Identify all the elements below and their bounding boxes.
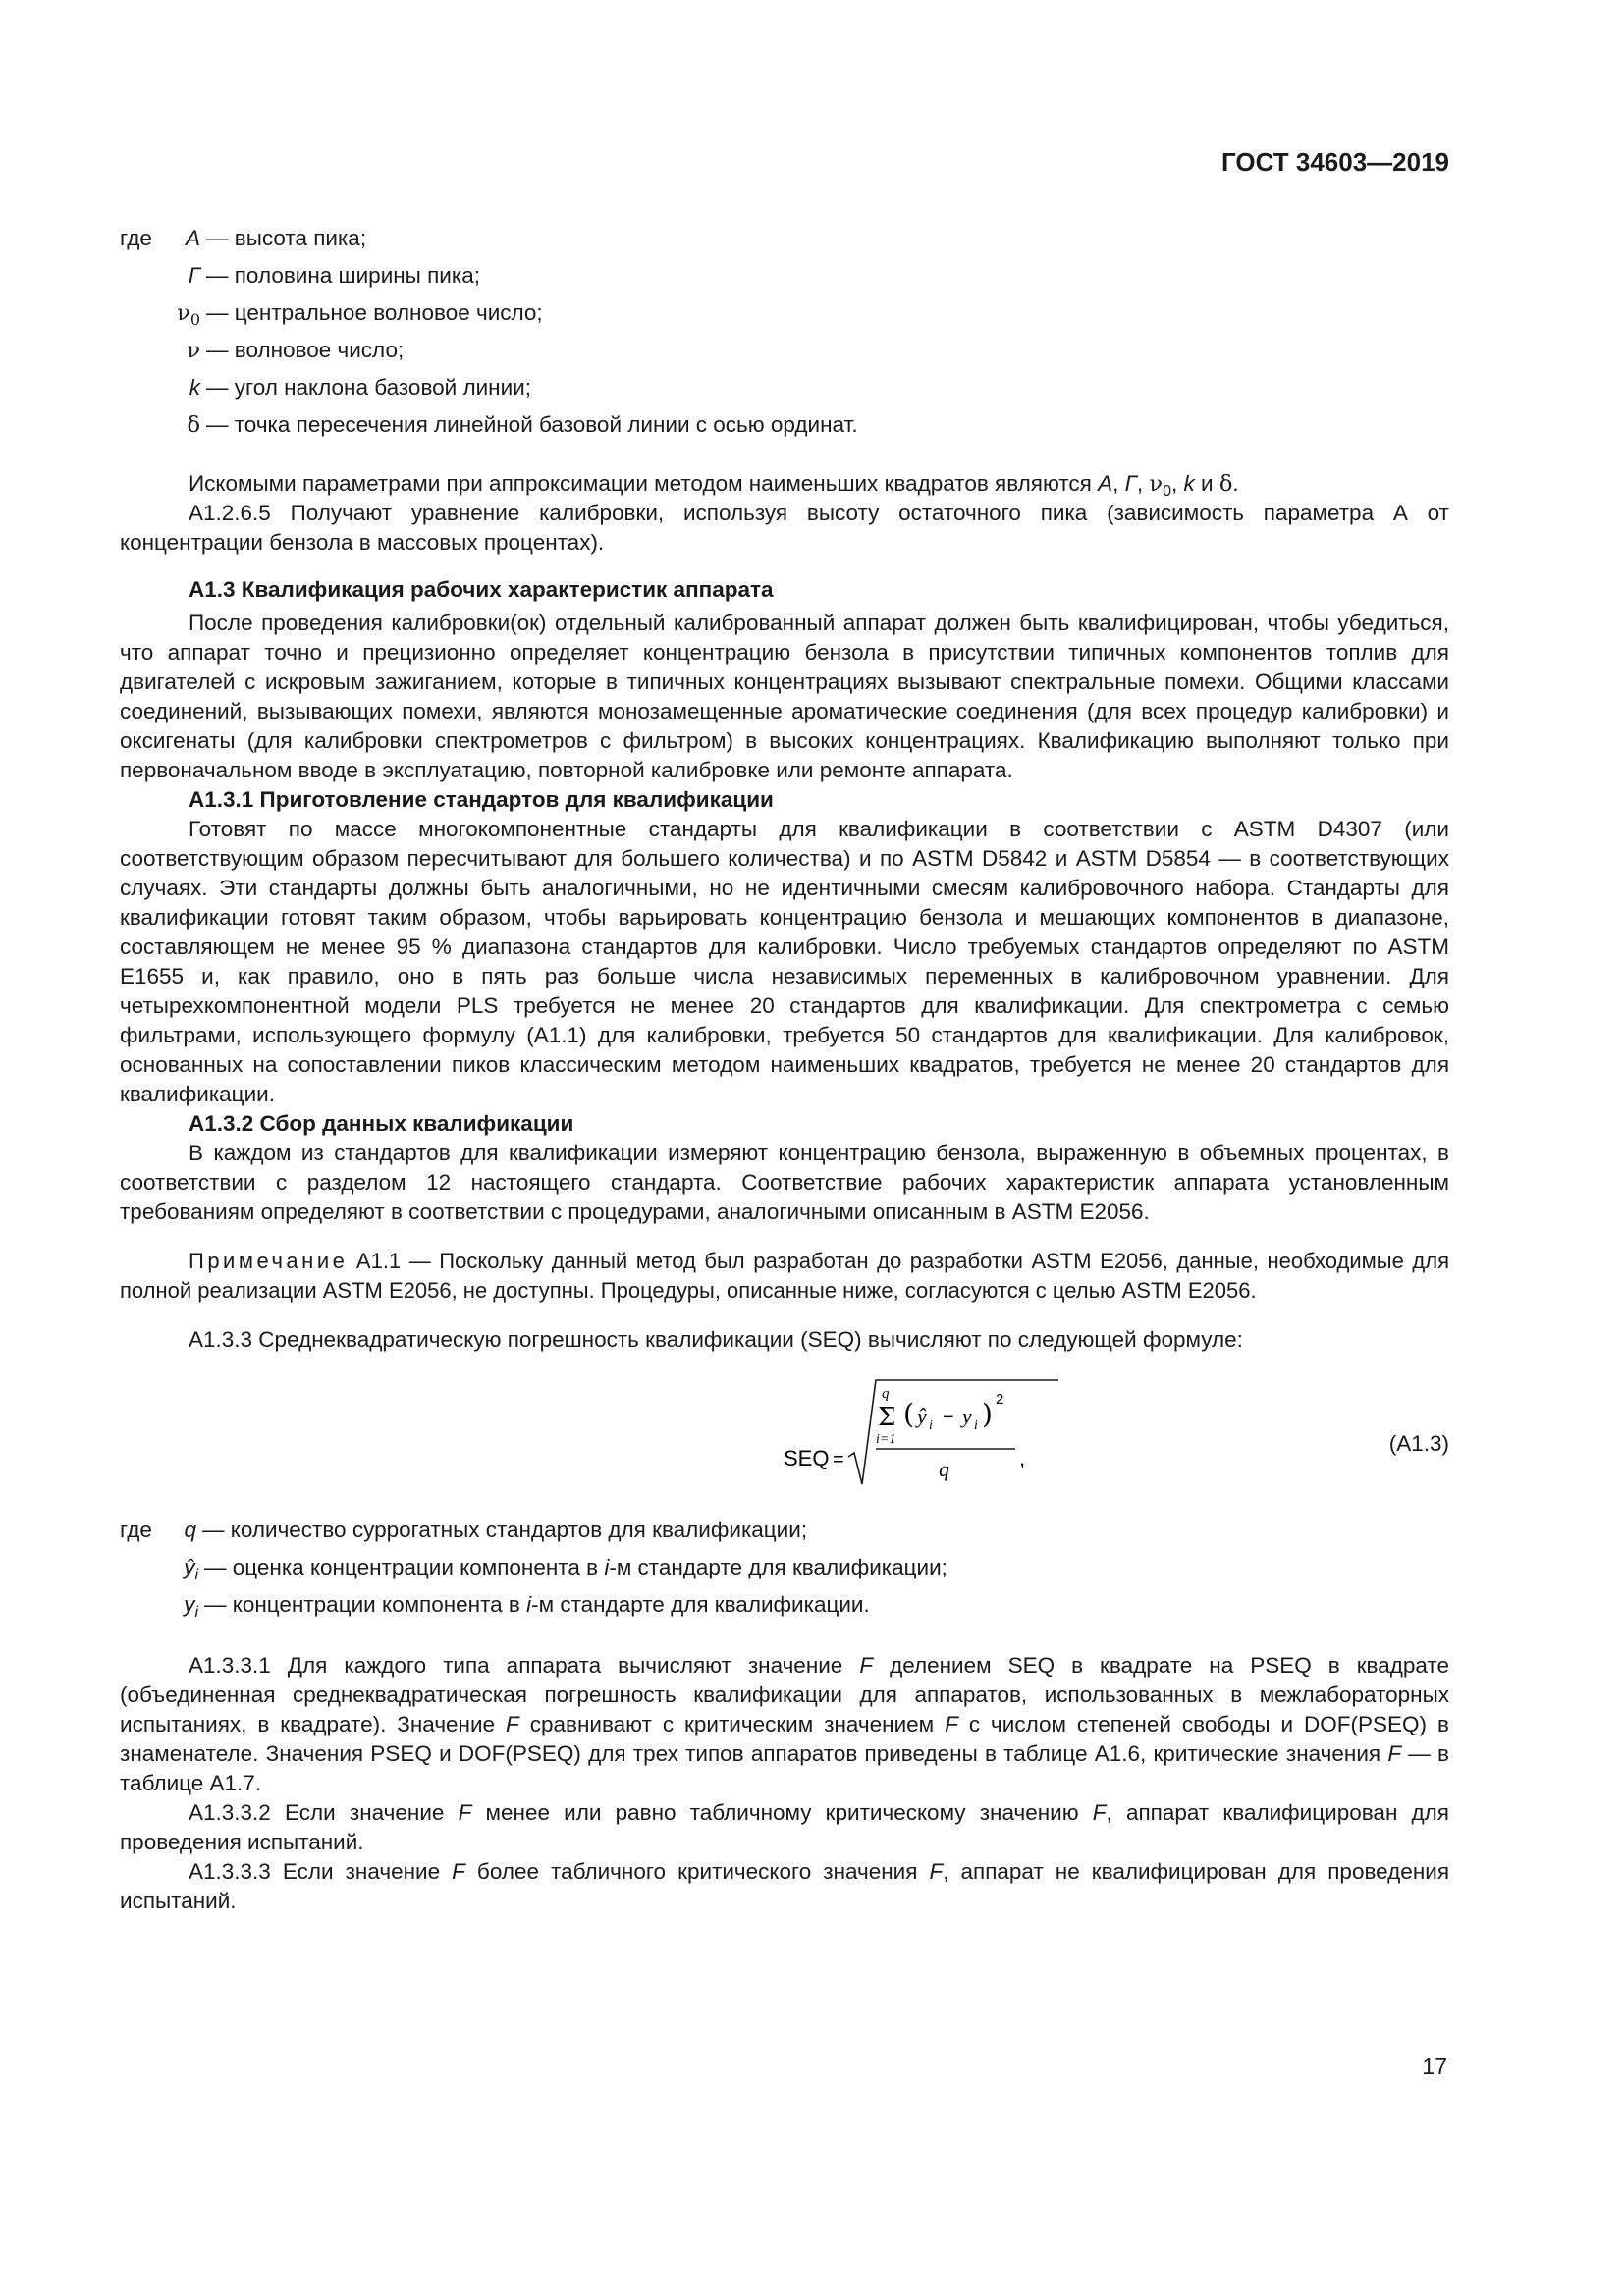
note-a1-1 <box>120 1247 1449 1306</box>
text-run: — концентрации компонента в <box>204 1592 527 1617</box>
symbol-delta: δ <box>1218 471 1233 497</box>
note-text: А1.1 — Поскольку данный метод был разработан до разработки ASTM E2056, данные, необходимые для полной реализации ASTM E2056, не доступны. Процедуры, описанные ниже, согласуются с целью ASTM E2056. <box>120 1249 1449 1303</box>
legend-description: — высота пика; <box>206 226 367 250</box>
formula-a1-3 <box>120 1370 1449 1508</box>
formula-comma: , <box>1019 1446 1026 1470</box>
heading-a1-3: А1.3 Квалификация рабочих характеристик аппарата <box>189 577 774 602</box>
legend-description: — количество суррогатных стандартов для квалификации; <box>202 1518 808 1542</box>
text-run: , <box>1171 471 1184 496</box>
legend-where: где <box>120 1518 152 1542</box>
legend-symbol-subscript: i <box>194 1567 198 1583</box>
text-run: сравнивают с критическим значением <box>518 1712 946 1736</box>
legend-row <box>120 410 1449 448</box>
text-run: — в таблице А1.7. <box>120 1741 1449 1795</box>
legend-symbol <box>159 298 200 328</box>
symbol-a: A <box>1098 471 1113 496</box>
symbol-f: F <box>1387 1741 1402 1766</box>
note-prefix: Примечание <box>189 1249 349 1273</box>
symbol-legend <box>120 224 1449 448</box>
legend-row <box>120 373 1449 410</box>
legend-symbol: δ <box>187 412 200 438</box>
symbol-gamma: Г <box>1124 471 1137 496</box>
symbol-subscript: 0 <box>1163 483 1171 500</box>
legend-row <box>120 261 1449 298</box>
symbol-f: F <box>1092 1800 1107 1825</box>
symbol-f: F <box>859 1653 874 1678</box>
legend-symbol-main: y <box>184 1592 195 1617</box>
text-run: -м стандарте для квалификации. <box>531 1592 870 1617</box>
symbol-i: i <box>604 1555 610 1579</box>
paragraph-a1-3-3-3 <box>120 1857 1449 1916</box>
formula-yhat: ŷ <box>917 1404 927 1428</box>
legend-description: — половина ширины пика; <box>206 263 480 288</box>
text-run: , аппарат квалифицирован для проведения испытаний. <box>120 1800 1449 1854</box>
heading-a1-3-2: А1.3.2 Сбор данных квалификации <box>189 1111 574 1136</box>
legend-symbol: q <box>184 1518 196 1542</box>
text-run: Искомыми параметрами при аппроксимации методом наименьших квадратов являются <box>189 471 1099 496</box>
text-run: менее или равно табличному критическому значению <box>471 1800 1093 1825</box>
text-run: и <box>1194 471 1219 496</box>
paragraph-parameters <box>120 469 1449 499</box>
legend-description: — точка пересечения линейной базовой линии с осью ординат. <box>206 412 858 437</box>
symbol-i: i <box>526 1592 532 1617</box>
legend-row <box>120 336 1449 373</box>
paragraph-a1-2-6-5: А1.2.6.5 Получают уравнение калибровки, используя высоту остаточного пика (зависимость параметра А от концентрации бензола в массовых процентах). <box>120 501 1449 555</box>
symbol-f: F <box>458 1800 472 1825</box>
symbol-k: k <box>1183 471 1195 496</box>
legend-symbol: ν <box>187 338 200 363</box>
formula-sum-top: q <box>882 1386 890 1402</box>
text-run: . <box>1232 471 1239 496</box>
legend-symbol-subscript: i <box>194 1604 198 1621</box>
symbol-nu: ν <box>1149 471 1164 497</box>
legend-description: — волновое число; <box>206 338 405 362</box>
legend-symbol: k <box>189 375 200 400</box>
text-run: А1.3.3.1 Для каждого типа аппарата вычисляют значение <box>189 1653 860 1678</box>
formula-paren-open: ( <box>903 1398 914 1430</box>
formula-seq-svg <box>650 1370 1062 1508</box>
text-run: с числом степеней свободы и DOF(PSEQ) в знаменателе. Значения PSEQ и DOF(PSEQ) для трех типов аппаратов приведены в таблице А1.6, критические значения <box>120 1712 1449 1766</box>
legend-symbol: Г <box>188 263 200 288</box>
paragraph-a1-3-3-2 <box>120 1798 1449 1857</box>
page-number: 17 <box>1422 2054 1447 2079</box>
legend-row <box>120 224 1449 261</box>
formula-sigma: Σ <box>878 1403 896 1432</box>
paragraph-data-collection: В каждом из стандартов для квалификации измеряют концентрацию бензола, выраженную в объемных процентах, в соответствии с разделом 12 настоящего стандарта. Соответствие рабочих характеристик аппарата установленным требованиям определяют в соответствии с процедурами, аналогичными описанным в ASTM E2056. <box>120 1141 1449 1224</box>
symbol-f: F <box>452 1859 465 1884</box>
formula-sum-bottom: i=1 <box>876 1432 896 1447</box>
legend-description: — угол наклона базовой линии; <box>206 375 531 400</box>
text-run: -м стандарте для квалификации; <box>609 1555 947 1579</box>
symbol-f: F <box>506 1712 519 1736</box>
formula-number: (А1.3) <box>1388 1431 1449 1456</box>
legend-row <box>120 298 1449 336</box>
symbol-legend-2 <box>120 1516 1449 1628</box>
symbol-f: F <box>945 1712 958 1736</box>
text-run: А1.3.3.2 Если значение <box>189 1800 459 1825</box>
paragraph-qualification: После проведения калибровки(ок) отдельный калиброванный аппарат должен быть квалифицирован, чтобы убедиться, что аппарат точно и прецизионно определяет концентрацию бензола в присутствии типичных компонентов топлив для двигателей с искровым зажиганием, которые в типичных концентрациях вызывают спектральные помехи. Общими классами соединений, вызывающих помехи, являются монозамещенные ароматические соединения (для всех процедур калибровки) и оксигенаты (для калибровки спектрометров с фильтром) в высоких концентрациях. Квалификацию выполняют только при первоначальном вводе в эксплуатацию, повторной калибровке или ремонте аппарата. <box>120 611 1449 782</box>
legend-symbol <box>163 1590 198 1620</box>
text-run: А1.3.3.3 Если значение <box>189 1859 453 1884</box>
document-body <box>120 224 1449 1916</box>
text-run: — оценка концентрации компонента в <box>204 1555 605 1579</box>
text-run: , аппарат не квалифицирован для проведения испытаний. <box>120 1859 1450 1913</box>
legend-description: — центральное волновое число; <box>206 300 543 325</box>
formula-y-index: i <box>974 1418 978 1433</box>
legend-row <box>120 1516 1449 1553</box>
text-run: делением SEQ в квадрате на PSEQ в квадрате (объединенная среднеквадратическая погрешность квалификации для аппаратов, использованных в межлабораторных испытаниях, в квадрате). Значение <box>120 1653 1449 1736</box>
page-header-standard: ГОСТ 34603—2019 <box>1221 147 1449 177</box>
formula-equals: = <box>833 1449 844 1470</box>
paragraph-a1-3-3-1 <box>120 1651 1449 1798</box>
formula-power: 2 <box>996 1391 1004 1408</box>
legend-description <box>204 1553 947 1582</box>
paragraph-standards-prep: Готовят по массе многокомпонентные стандарты для квалификации в соответствии с ASTM D4307 (или соответствующим образом пересчитывают для большего количества) и по ASTM D5842 и ASTM D5854 — в соответствующих случаях. Эти стандарты должны быть аналогичными, но не идентичными смесям калибровочного набора. Стандарты для квалификации готовят таким образом, чтобы варьировать концентрацию бензола и мешающих компонентов в диапазоне, составляющем не менее 95 % диапазона стандартов для калибровки. Число требуемых стандартов определяют по ASTM E1655 и, как правило, оно в пять раз больше числа независимых переменных в калибровочном уравнении. Для четырехкомпонентной модели PLS требуется не менее 20 стандартов для квалификации. Для спектрометра с семью фильтрами, использующего формулу (А1.1) для калибровки, требуется 50 стандартов для квалификации. Для калибровок, основанных на сопоставлении пиков классическим методом наименьших квадратов, требуется не менее 20 стандартов для квалификации. <box>120 817 1449 1106</box>
formula-minus: − <box>943 1407 954 1428</box>
formula-y: y <box>962 1404 972 1428</box>
legend-row <box>120 1553 1449 1590</box>
legend-where: где <box>120 226 152 250</box>
formula-lhs: SEQ <box>784 1446 830 1470</box>
formula-paren-close: ) <box>982 1398 993 1430</box>
legend-symbol-main: ν <box>177 300 190 326</box>
legend-symbol <box>163 1553 198 1582</box>
legend-symbol-main: ŷ <box>184 1555 195 1579</box>
heading-a1-3-1: А1.3.1 Приготовление стандартов для квалификации <box>189 787 774 812</box>
legend-symbol-subscript: 0 <box>189 310 200 329</box>
paragraph-seq-intro: А1.3.3 Среднеквадратическую погрешность квалификации (SEQ) вычисляют по следующей формуле: <box>189 1327 1243 1352</box>
legend-row <box>120 1590 1449 1628</box>
formula-denominator: q <box>939 1457 949 1481</box>
symbol-f: F <box>929 1859 944 1884</box>
text-run: более табличного критического значения <box>464 1859 930 1884</box>
legend-symbol: A <box>185 226 200 250</box>
formula-yhat-index: i <box>929 1418 933 1433</box>
legend-description <box>204 1590 870 1620</box>
text-run: , <box>1112 471 1125 496</box>
text-run: , <box>1136 471 1150 496</box>
